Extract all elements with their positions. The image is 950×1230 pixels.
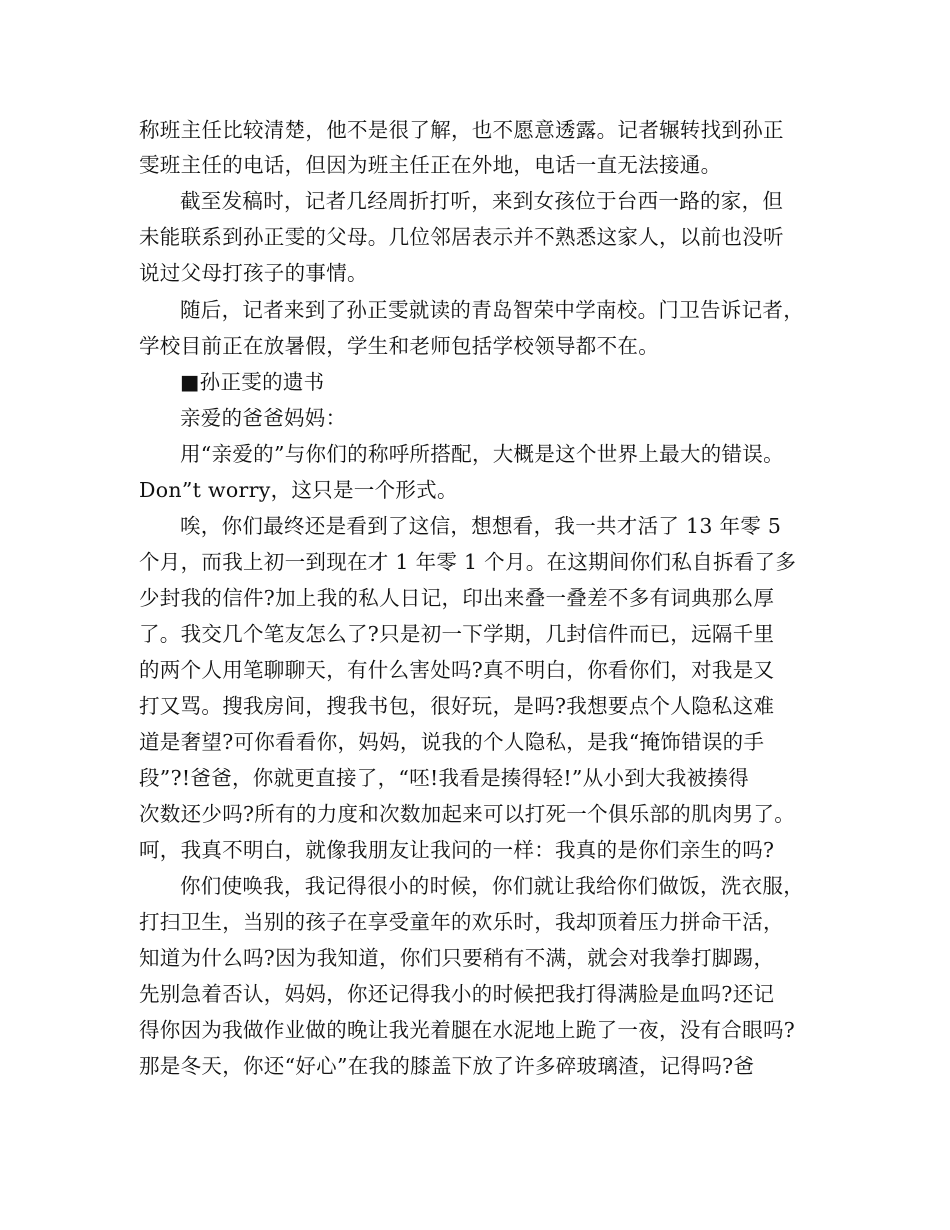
text-line: 了。我交几个笔友怎么了?只是初一下学期，几封信件而已，远隔千里 [139, 622, 775, 646]
text-line: 打扫卫生，当别的孩子在享受童年的欢乐时，我却顶着压力拼命干活， [139, 910, 784, 934]
text-line: 先别急着否认，妈妈，你还记得我小的时候把我打得满脸是血吗?还记 [139, 982, 775, 1006]
text-line: 说过父母打孩子的事情。 [139, 261, 368, 285]
text-line: 打又骂。搜我房间，搜我书包，很好玩，是吗?我想要点个人隐私这难 [139, 694, 775, 718]
text-line: 你们使唤我，我记得很小的时候，你们就让我给你们做饭，洗衣服， [180, 874, 804, 898]
text-line: 用“亲爱的”与你们的称呼所搭配，大概是这个世界上最大的错误。 [180, 442, 784, 466]
text-line: 次数还少吗?所有的力度和次数加起来可以打死一个俱乐部的肌肉男了。 [139, 802, 796, 826]
text-line: 知道为什么吗?因为我知道，你们只要稍有不满，就会对我拳打脚踢， [139, 946, 775, 970]
text-line: 少封我的信件?加上我的私人日记，印出来叠一叠差不多有词典那么厚 [139, 586, 775, 610]
text-line: 段”?!爸爸，你就更直接了，“呸!我看是揍得轻!”从小到大我被揍得 [139, 766, 750, 790]
text-line: 未能联系到孙正雯的父母。几位邻居表示并不熟悉这家人，以前也没听 [139, 225, 784, 249]
text-line: 唉，你们最终还是看到了这信，想想看，我一共才活了 13 年零 5 [180, 514, 782, 538]
text-line: 随后，记者来到了孙正雯就读的青岛智荣中学南校。门卫告诉记者， [180, 298, 804, 322]
text-line: 那是冬天，你还“好心”在我的膝盖下放了许多碎玻璃渣，记得吗?爸 [139, 1054, 755, 1078]
text-line: 雯班主任的电话，但因为班主任正在外地，电话一直无法接通。 [139, 153, 722, 177]
text-line: 得你因为我做作业做的晚让我光着腿在水泥地上跪了一夜，没有合眼吗? [139, 1018, 796, 1042]
letter-salutation: 亲爱的爸爸妈妈： [180, 406, 347, 430]
text-line: 学校目前正在放暑假，学生和老师包括学校领导都不在。 [139, 334, 659, 358]
text-line: 道是奢望?可你看看你，妈妈，说我的个人隐私，是我“掩饰错误的手 [139, 730, 765, 754]
text-line: 个月，而我上初一到现在才 1 年零 1 个月。在这期间你们私自拆看了多 [139, 550, 797, 574]
text-line: 呵，我真不明白，就像我朋友让我问的一样：我真的是你们亲生的吗? [139, 838, 775, 862]
text-line: Don”t worry，这只是一个形式。 [139, 478, 458, 502]
text-line: 的两个人用笔聊聊天，有什么害处吗?真不明白，你看你们，对我是又 [139, 658, 775, 682]
text-line: 截至发稿时，记者几经周折打听，来到女孩位于台西一路的家，但 [180, 189, 784, 213]
text-line: 称班主任比较清楚，他不是很了解，也不愿意透露。记者辗转找到孙正 [139, 118, 784, 142]
section-heading: ■孙正雯的遗书 [180, 370, 325, 394]
